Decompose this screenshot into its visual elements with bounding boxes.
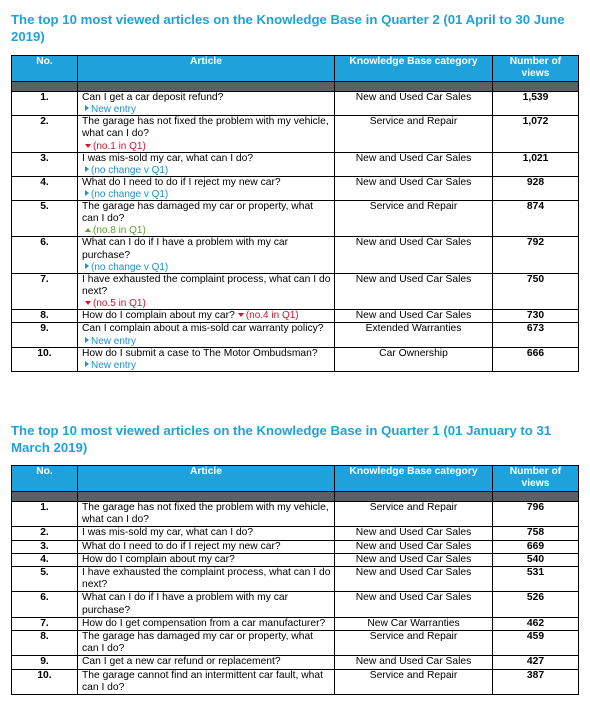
views-cell-text: 669: [526, 540, 545, 552]
table-row: [12, 656, 579, 669]
views-cell: [493, 347, 579, 371]
article-title-text: Can I complain about a mis-sold car warranty policy?: [82, 323, 324, 335]
table-row: [12, 152, 579, 176]
category-cell: [335, 347, 493, 371]
rank-change-note: [82, 298, 332, 309]
article-title: [78, 540, 335, 553]
views-cell-text: 730: [526, 310, 545, 322]
category-cell: [335, 92, 493, 116]
article-title-text: What can I do if I have a problem with my car purchase?: [82, 592, 289, 616]
row-number: [12, 567, 78, 592]
article-title-text: Can I get a new car refund or replacement?: [82, 656, 281, 668]
header-separator: [12, 492, 579, 502]
category-cell-text: New and Used Car Sales: [355, 152, 472, 164]
rank-change-note: [82, 104, 332, 115]
category-cell-text: New and Used Car Sales: [355, 310, 472, 322]
views-cell: [493, 669, 579, 694]
views-cell-text: 750: [526, 273, 545, 285]
views-cell: [493, 237, 579, 273]
article-title: [78, 656, 335, 669]
up-arrow-icon: [85, 228, 91, 232]
table-row: [12, 310, 579, 323]
rank-change-note: [82, 165, 332, 176]
views-cell-text: 387: [526, 669, 545, 681]
column-header-no: No.: [12, 56, 78, 82]
article-title: [78, 273, 335, 309]
row-number-text: 6.: [40, 237, 49, 249]
category-cell: [335, 592, 493, 617]
article-title: [78, 617, 335, 630]
right-arrow-icon: [85, 337, 89, 343]
views-cell: [493, 502, 579, 527]
rank-change-text: (no change v Q1): [91, 189, 169, 201]
table-row: [12, 323, 579, 347]
article-title: [78, 152, 335, 176]
views-cell-text: 462: [526, 617, 545, 629]
q1-heading: The top 10 most viewed articles on the Knowledge Base in Quarter 1 (01 January to 31 March 2019): [11, 423, 552, 455]
views-cell: [493, 201, 579, 237]
article-title: [78, 201, 335, 237]
rank-change-note: [235, 310, 299, 321]
table-row: [12, 527, 579, 540]
views-cell-text: 540: [526, 553, 545, 565]
down-arrow-icon: [238, 313, 244, 317]
column-header-category: Knowledge Base category: [335, 466, 493, 492]
category-cell-text: Service and Repair: [369, 502, 458, 513]
rank-change-note: [82, 189, 332, 200]
category-cell-text: New and Used Car Sales: [355, 92, 472, 103]
row-number: [12, 310, 78, 323]
category-cell-text: New Car Warranties: [367, 617, 460, 629]
category-cell-text: Service and Repair: [369, 116, 458, 128]
column-header-views: Number of views: [493, 466, 579, 492]
rank-change-note: [82, 225, 332, 236]
category-cell-text: New and Used Car Sales: [355, 176, 472, 188]
category-cell: [335, 152, 493, 176]
table-row: [12, 502, 579, 527]
article-title: [78, 347, 335, 371]
article-title-text: The garage has not fixed the problem with my vehicle, what can I do?: [82, 116, 329, 140]
table-row: [12, 116, 579, 152]
article-title-text: Can I get a car deposit refund?: [82, 92, 224, 103]
views-cell: [493, 116, 579, 152]
row-number-text: 7.: [40, 617, 49, 629]
row-number: [12, 592, 78, 617]
row-number: [12, 656, 78, 669]
row-number-text: 5.: [40, 201, 49, 213]
article-title: [78, 116, 335, 152]
row-number-text: 6.: [40, 592, 49, 604]
article-title-text: The garage has damaged my car or property, what can I do?: [82, 631, 314, 655]
right-arrow-icon: [85, 166, 89, 172]
category-cell: [335, 567, 493, 592]
table-row: [12, 347, 579, 371]
category-cell-text: New and Used Car Sales: [355, 592, 472, 604]
row-number: [12, 201, 78, 237]
article-title-text: I have exhausted the complaint process, what can I do next?: [82, 567, 331, 591]
category-cell: [335, 176, 493, 200]
column-header-category: Knowledge Base category: [335, 56, 493, 82]
rank-change-text: (no.5 in Q1): [93, 298, 146, 310]
article-title: [78, 567, 335, 592]
views-cell: [493, 323, 579, 347]
article-title-text: How do I complain about my car?: [82, 553, 235, 565]
article-title: [78, 310, 335, 323]
article-title-text: What do I need to do if I reject my new car?: [82, 540, 281, 552]
row-number: [12, 347, 78, 371]
category-cell: [335, 527, 493, 540]
row-number-text: 4.: [40, 176, 49, 188]
row-number: [12, 540, 78, 553]
row-number-text: 5.: [40, 567, 49, 579]
row-number-text: 10.: [37, 669, 52, 681]
category-cell-text: Service and Repair: [369, 631, 458, 643]
category-cell: [335, 237, 493, 273]
views-cell-text: 531: [526, 567, 545, 579]
q2-table: [11, 55, 579, 372]
article-title: [78, 553, 335, 566]
table-row: [12, 540, 579, 553]
views-cell-text: 526: [526, 592, 545, 604]
table-row: [12, 553, 579, 566]
down-arrow-icon: [85, 301, 91, 305]
category-cell: [335, 553, 493, 566]
row-number: [12, 323, 78, 347]
table-row: [12, 273, 579, 309]
row-number: [12, 631, 78, 656]
views-cell-text: 1,072: [522, 116, 549, 128]
row-number: [12, 176, 78, 200]
views-cell: [493, 152, 579, 176]
category-cell: [335, 631, 493, 656]
views-cell: [493, 631, 579, 656]
article-title: [78, 92, 335, 116]
rank-change-note: [82, 360, 332, 371]
rank-change-note: [82, 141, 332, 152]
article-title-text: I was mis-sold my car, what can I do?: [82, 152, 254, 164]
views-cell-text: 928: [526, 176, 545, 188]
row-number: [12, 273, 78, 309]
category-cell-text: New and Used Car Sales: [355, 237, 472, 249]
table-row: [12, 176, 579, 200]
views-cell: [493, 176, 579, 200]
category-cell-text: Car Ownership: [379, 347, 448, 359]
right-arrow-icon: [85, 361, 89, 367]
views-cell-text: 758: [526, 527, 545, 539]
row-number-text: 2.: [40, 116, 49, 128]
views-cell-text: 792: [526, 237, 545, 249]
article-title-text: What do I need to do if I reject my new car?: [82, 176, 281, 188]
category-cell-text: New and Used Car Sales: [355, 540, 472, 552]
article-title: [78, 502, 335, 527]
rank-change-text: New entry: [91, 359, 137, 371]
table-row: [12, 201, 579, 237]
column-header-no: No.: [12, 466, 78, 492]
article-title-text: The garage has damaged my car or property, what can I do?: [82, 201, 314, 225]
views-cell-text: 673: [526, 323, 545, 335]
article-title: [78, 237, 335, 273]
category-cell-text: New and Used Car Sales: [355, 527, 472, 539]
row-number-text: 1.: [40, 92, 49, 103]
views-cell: [493, 553, 579, 566]
category-cell: [335, 669, 493, 694]
rank-change-text: (no.4 in Q1): [245, 310, 299, 322]
row-number-text: 2.: [40, 527, 49, 539]
category-cell: [335, 656, 493, 669]
down-arrow-icon: [85, 144, 91, 148]
table-row: [12, 669, 579, 694]
views-cell: [493, 567, 579, 592]
views-cell-text: 874: [526, 201, 545, 213]
views-cell: [493, 540, 579, 553]
column-header-article: Article: [78, 466, 335, 492]
row-number-text: 8.: [40, 631, 49, 643]
article-title: [78, 631, 335, 656]
table-row: [12, 631, 579, 656]
category-cell: [335, 310, 493, 323]
views-cell-text: 1,021: [522, 152, 549, 164]
row-number: [12, 527, 78, 540]
row-number-text: 10.: [37, 347, 52, 359]
article-title-text: How do I get compensation from a car manufacturer?: [82, 617, 326, 629]
category-cell-text: New and Used Car Sales: [355, 656, 472, 668]
views-cell: [493, 617, 579, 630]
row-number-text: 9.: [40, 323, 49, 335]
row-number-text: 8.: [40, 310, 49, 322]
views-cell: [493, 527, 579, 540]
row-number: [12, 92, 78, 116]
article-title-text: How do I submit a case to The Motor Ombudsman?: [82, 347, 318, 359]
category-cell-text: New and Used Car Sales: [355, 567, 472, 579]
row-number-text: 3.: [40, 152, 49, 164]
column-header-views: Number of views: [493, 56, 579, 82]
category-cell-text: Service and Repair: [369, 201, 458, 213]
row-number: [12, 617, 78, 630]
category-cell-text: New and Used Car Sales: [355, 553, 472, 565]
views-cell: [493, 592, 579, 617]
article-title: [78, 592, 335, 617]
rank-change-note: [82, 336, 332, 347]
category-cell-text: Extended Warranties: [365, 323, 462, 335]
article-title-text: How do I complain about my car?: [82, 310, 235, 322]
views-cell: [493, 273, 579, 309]
rank-change-text: (no change v Q1): [91, 261, 169, 273]
article-title-text: The garage has not fixed the problem with my vehicle, what can I do?: [82, 502, 329, 526]
views-cell-text: 459: [526, 631, 545, 643]
right-arrow-icon: [85, 263, 89, 269]
article-title-text: What can I do if I have a problem with my car purchase?: [82, 237, 289, 261]
article-title-text: The garage cannot find an intermittent car fault, what can I do?: [82, 669, 323, 693]
row-number-text: 4.: [40, 553, 49, 565]
article-title: [78, 323, 335, 347]
category-cell: [335, 273, 493, 309]
category-cell: [335, 323, 493, 347]
rank-change-text: (no change v Q1): [91, 164, 169, 176]
row-number: [12, 237, 78, 273]
rank-change-text: (no.1 in Q1): [93, 140, 146, 152]
category-cell: [335, 540, 493, 553]
views-cell: [493, 656, 579, 669]
views-cell: [493, 310, 579, 323]
article-title: [78, 527, 335, 540]
views-cell-text: 1,539: [522, 92, 549, 103]
views-cell: [493, 92, 579, 116]
article-title: [78, 176, 335, 200]
category-cell-text: Service and Repair: [369, 669, 458, 681]
rank-change-text: New entry: [91, 335, 137, 347]
table-row: [12, 237, 579, 273]
views-cell-text: 427: [526, 656, 545, 668]
row-number-text: 1.: [40, 502, 49, 513]
table-row: [12, 567, 579, 592]
category-cell-text: New and Used Car Sales: [355, 273, 472, 285]
table-row: [12, 92, 579, 116]
category-cell: [335, 502, 493, 527]
column-header-article: Article: [78, 56, 335, 82]
category-cell: [335, 617, 493, 630]
table-row: [12, 617, 579, 630]
row-number: [12, 116, 78, 152]
article-title: [78, 669, 335, 694]
row-number: [12, 152, 78, 176]
right-arrow-icon: [85, 190, 89, 196]
row-number: [12, 669, 78, 694]
q1-table: [11, 465, 579, 695]
category-cell: [335, 201, 493, 237]
row-number-text: 3.: [40, 540, 49, 552]
table-row: [12, 592, 579, 617]
row-number-text: 9.: [40, 656, 49, 668]
rank-change-text: (no.8 in Q1): [93, 225, 146, 237]
right-arrow-icon: [85, 105, 89, 111]
q2-heading: The top 10 most viewed articles on the Knowledge Base in Quarter 2 (01 April to 30 June 2019): [11, 12, 565, 44]
article-title-text: I was mis-sold my car, what can I do?: [82, 527, 254, 539]
rank-change-note: [82, 262, 332, 273]
views-cell-text: 666: [526, 347, 545, 359]
row-number: [12, 502, 78, 527]
row-number-text: 7.: [40, 273, 49, 285]
header-separator: [12, 82, 579, 92]
views-cell-text: 796: [526, 502, 545, 513]
category-cell: [335, 116, 493, 152]
row-number: [12, 553, 78, 566]
article-title-text: I have exhausted the complaint process, what can I do next?: [82, 273, 331, 298]
rank-change-text: New entry: [91, 104, 137, 116]
